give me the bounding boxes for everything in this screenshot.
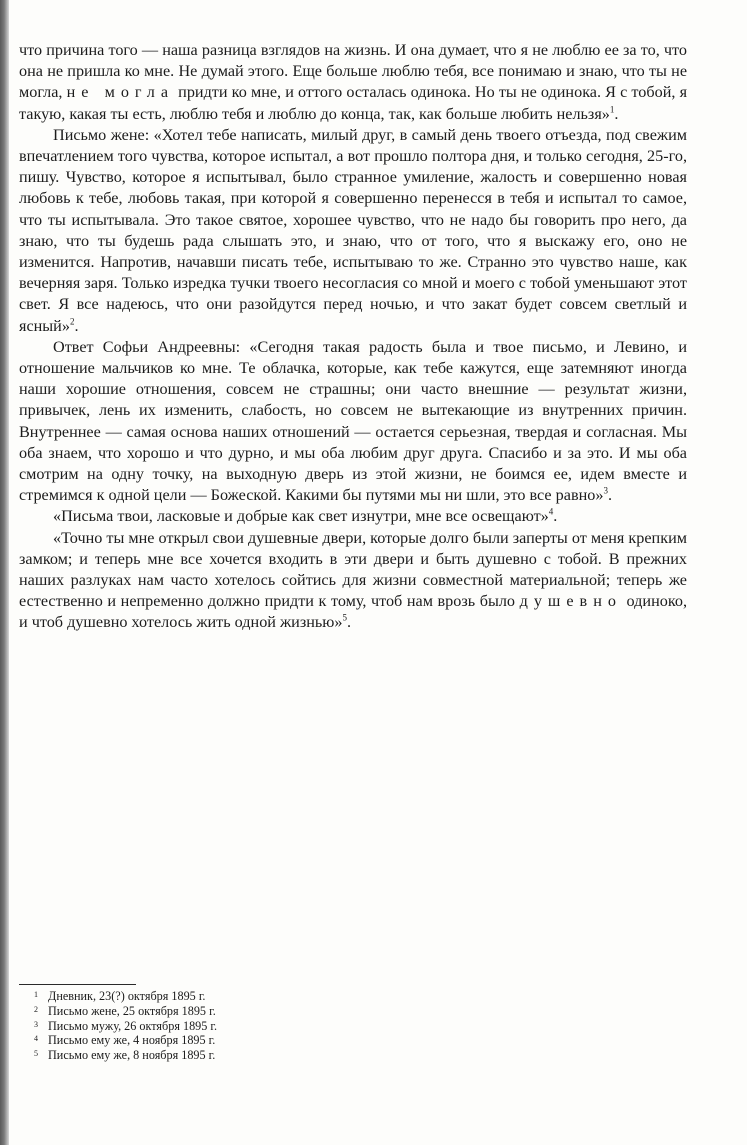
footnote-number: 1 bbox=[34, 990, 38, 999]
paragraph-text: «Точно ты мне открыл свои душевные двери, которые долго были заперты от меня крепким замком; и теперь мне все хочется входить в эти двери и быть душевно с тобой. В прежних наших разлуках нам часто хотелось сойтись для жизни совместной материальной; теперь же естественно и непременно должно придти к тому, чтоб нам врозь было bbox=[19, 528, 687, 611]
paragraph-text: что причина того — наша разница взглядов на жизнь. И она думает, что я не люблю ее за то, что она не пришла ко мне. Не думай этого. Еще больше люблю тебя, все понимаю и знаю, что ты не могла, bbox=[19, 41, 687, 102]
footnote-number: 4 bbox=[34, 1034, 38, 1044]
footnote-number: 2 bbox=[34, 1004, 38, 1014]
footnote-mark: 5 bbox=[342, 613, 347, 624]
footnote-divider bbox=[19, 984, 136, 985]
emphasized-text: не могла bbox=[66, 83, 175, 102]
paragraph-text: одиноко, и чтоб душевно хотелось жить одной жизнью» bbox=[19, 592, 688, 632]
footnote-item bbox=[34, 1048, 434, 1063]
footnote-item bbox=[34, 1004, 434, 1019]
footnote-mark: 3 bbox=[603, 485, 608, 496]
paragraph-letter-to-wife: Письмо жене: «Хотел тебе написать, милый друг, в самый день твоего отъезда, под свежим впечатлением того чувства, которое испытал, а вот прошло полтора дня, и только сегодня, 25-го, пишу. Чувство, которое я испытывал, было странное умиление, жалость и совершенно новая любовь к тебе, любовь такая, при которой я совершенно перенесся в тебя и испытал то самое, что ты испытывала. Это такое святое, хорошее чувство, что не надо бы говорить про него, да знаю, что ты будешь рада слышать это, и знаю, что от того, что я выскажу его, оно не изменится. Напротив, начавши писать тебе, испытываю то же. Странно это чувство наше, как вечерняя заря. Только изредка тучки твоего несогласия со мной и моего с тобой уменьшают этот свет. Я все надеюсь, что они разойдутся перед ночью, и что закат будет совсем светлый и ясный»$^2$. bbox=[19, 125, 687, 335]
footnote-item bbox=[34, 1019, 434, 1034]
footnote-text: Письмо жене, 25 октября 1895 г. bbox=[48, 1003, 216, 1018]
footnote-text: Письмо ему же, 4 ноября 1895 г. bbox=[48, 1033, 216, 1048]
paragraph-text: придти ко мне, и оттого осталась одинока. Но ты не одинока. Я с тобой, я такую, какая ты есть, люблю тебя и люблю до конца, так, как больше любить нельзя» bbox=[19, 83, 688, 123]
paragraph-text: «Письма твои, ласковые и добрые как свет изнутри, мне все освещают» bbox=[53, 507, 549, 526]
footnote-text: Дневник, 23(?) октября 1895 г. bbox=[48, 989, 206, 1003]
footnote-item bbox=[34, 1033, 434, 1048]
footnotes bbox=[34, 989, 434, 1063]
footnote-text: Письмо мужу, 26 октября 1895 г. bbox=[48, 1018, 218, 1033]
footnote-number: 5 bbox=[34, 1049, 38, 1059]
paragraph-quote-doors: «Точно ты мне открыл свои душевные двери, которые долго были заперты от меня крепким замком; и теперь мне все хочется входить в эти двери и быть душевно с тобой. В прежних наших разлуках нам часто хотелось сойтись для жизни совместной материальной; теперь же естественно и непременно должно придти к тому, чтоб нам врозь было душевно одиноко, и чтоб душевно хотелось жить одной жизнью»$^5$. bbox=[19, 528, 688, 632]
emphasized-text: душевно bbox=[519, 592, 622, 611]
footnote-mark: 2 bbox=[69, 316, 75, 327]
footnote-mark: 1 bbox=[609, 104, 615, 115]
footnote-number: 3 bbox=[34, 1019, 38, 1029]
footnote-item bbox=[34, 989, 434, 1004]
footnote-mark: 4 bbox=[548, 507, 554, 518]
paragraph-quote-letters: «Письма твои, ласковые и добрые как свет изнутри, мне все освещают»$^4$. bbox=[53, 507, 558, 526]
paragraph-text: Письмо жене: «Хотел тебе написать, милый друг, в самый день твоего отъезда, под свежим впечатлением того чувства, которое испытал, а вот прошло полтора дня, и только сегодня, 25-го, пишу. Чувство, которое я испытывал, было странное умиление, жалость и совершенно новая любовь к тебе, любовь такая, при которой я совершенно перенесся в тебя и испытал то самое, что ты испытывала. Это такое святое, хорошее чувство, что не надо бы говорить про него, да знаю, что ты будешь рада слышать это, и знаю, что от того, что я выскажу его, оно не изменится. Напротив, начавши писать тебе, испытываю то же. Странно это чувство наше, как вечерняя заря. Только изредка тучки твоего несогласия со мной и моего с тобой уменьшают этот свет. Я все надеюсь, что они разойдутся перед ночью, и что закат будет совсем светлый и ясный» bbox=[19, 125, 687, 335]
paragraph-sofia-reply: Ответ Софьи Андреевны: «Сегодня такая радость была и твое письмо, и Левино, и отношение мальчиков ко мне. Те облачка, которые, как тебе кажутся, еще затемняют иногда наши хорошие отношения, совсем не страшны; они часто внешние — результат жизни, привычек, лень их изменить, слабость, но совсем не вытекающие из внутренних причин. Внутреннее — самая основа наших отношений — остается серьезная, твердая и согласная. Мы оба знаем, что хорошо и что дурно, и мы оба любим друг друга. Спасибо и за это. И мы оба смотрим на одну точку, на выходную дверь из этой жизни, не боимся ее, идем вместе и стремимся к одной цели — Божеской. Какими бы путями мы ни шли, это все равно»$^3$. bbox=[19, 337, 687, 505]
page-binding-shadow bbox=[0, 0, 9, 1145]
paragraph-text: Ответ Софьи Андреевны: «Сегодня такая радость была и твое письмо, и Левино, и отношение мальчиков ко мне. Те облачка, которые, как тебе кажутся, еще затемняют иногда наши хорошие отношения, совсем не страшны; они часто внешние — результат жизни, привычек, лень их изменить, слабость, но совсем не вытекающие из внутренних причин. Внутреннее — самая основа наших отношений — остается серьезная, твердая и согласная. Мы оба знаем, что хорошо и что дурно, и мы оба любим друг друга. Спасибо и за это. И мы оба смотрим на одну точку, на выходную дверь из этой жизни, не боимся ее, идем вместе и стремимся к одной цели — Божеской. Какими бы путями мы ни шли, это все равно» bbox=[19, 337, 687, 505]
main-text bbox=[19, 40, 687, 634]
paragraph-continuation: что причина того — наша разница взглядов на жизнь. И она думает, что я не люблю ее за то, что она не пришла ко мне. Не думай этого. Еще больше люблю тебя, все понимаю и знаю, что ты не могла, не могла придти ко мне, и оттого осталась одинока. Но ты не одинока. Я с тобой, я такую, какая ты есть, люблю тебя и люблю до конца, так, как больше любить нельзя»$^1$. bbox=[19, 41, 688, 123]
footnote-text: Письмо ему же, 8 ноября 1895 г. bbox=[48, 1048, 216, 1063]
